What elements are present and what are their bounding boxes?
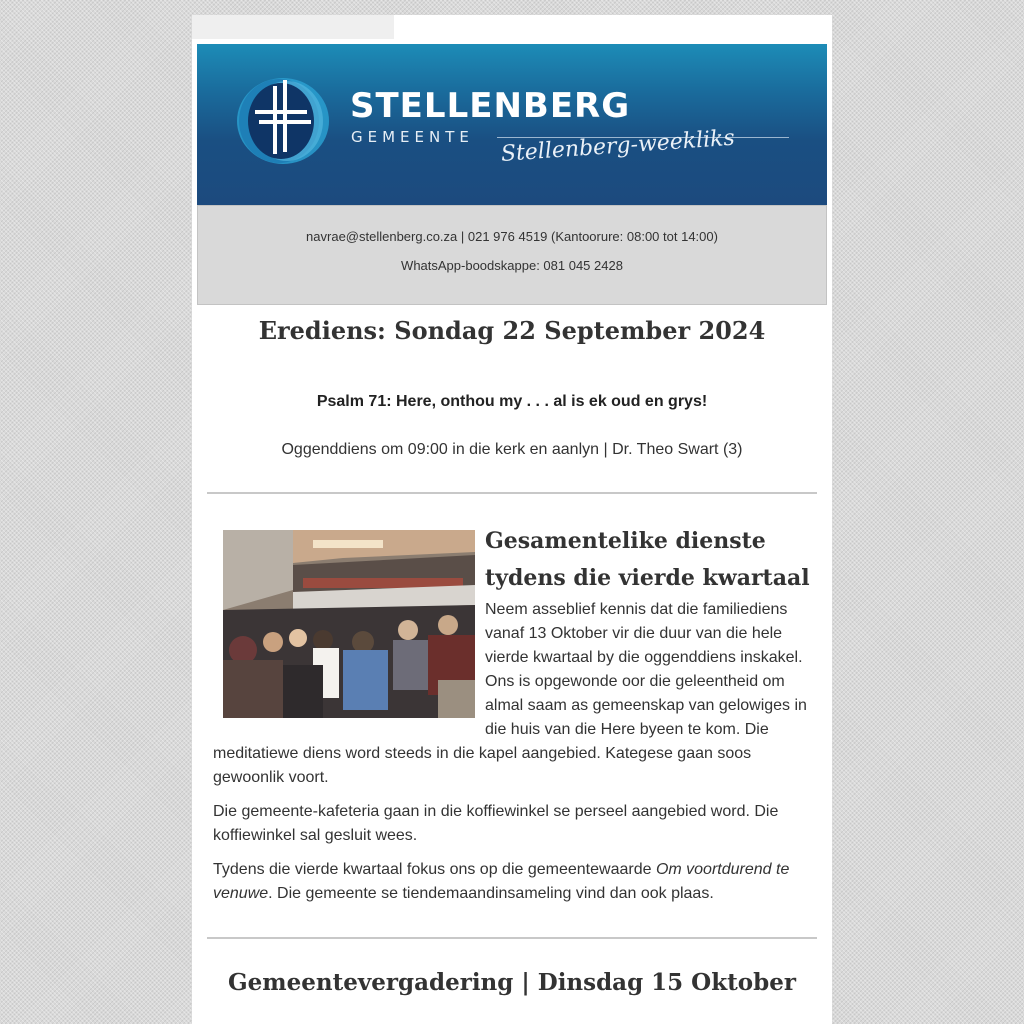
brand-subtitle: GEMEENTE	[351, 128, 474, 146]
service-info: Oggenddiens om 09:00 in die kerk en aanlyn | Dr. Theo Swart (3)	[281, 441, 743, 458]
contact-email-phone: navrae@stellenberg.co.za | 021 976 4519 (Kantoorure: 08:00 tot 14:00)	[306, 229, 718, 244]
top-strip	[192, 15, 394, 39]
article-paragraph-3-end: . Die gemeente se tiendemaandinsameling vind dan ook plaas.	[268, 885, 714, 902]
newsletter-page	[192, 15, 832, 1024]
article-paragraph-3-start: Tydens die vierde kwartaal fokus ons op die gemeentewaarde	[213, 861, 656, 878]
congregation-photo-image	[223, 530, 475, 718]
section-divider	[207, 937, 817, 939]
contact-box	[197, 205, 827, 305]
article-title: Gesamentelike dienste tydens die vierde kwartaal	[485, 528, 810, 591]
article-paragraph-1: Neem asseblief kennis dat die familiediens vanaf 13 Oktober vir die duur van die hele vierde kwartaal by die oggenddiens inskakel. Ons is opgewonde oor die geleentheid om almal saam as gemeenskap van gelowiges in die huis van die Here byeen te kom. Die meditatiewe diens word steeds in die kapel aangebied. Kategese gaan soos gewoonlik voort.	[213, 601, 807, 786]
brand-name: STELLENBERG	[350, 86, 631, 126]
church-cross-logo-icon	[235, 76, 331, 166]
article-joint-services	[213, 523, 813, 916]
congregation-value: Om voortdurend te venuwe	[213, 861, 790, 902]
service-psalm: Psalm 71: Here, onthou my . . . al is ek oud en grys!	[316, 393, 708, 410]
header-banner	[197, 44, 827, 205]
article-paragraph-3	[213, 858, 813, 906]
congregation-photo	[223, 530, 475, 718]
section-divider	[207, 492, 817, 494]
contact-whatsapp: WhatsApp-boodskappe: 081 045 2428	[401, 258, 623, 273]
service-title: Erediens: Sondag 22 September 2024	[258, 316, 766, 345]
meeting-title: Gemeentevergadering | Dinsdag 15 Oktober	[228, 969, 796, 996]
article-paragraph-2: Die gemeente-kafeteria gaan in die koffiewinkel se perseel aangebied word. Die koffiewinkel sal gesluit wees.	[213, 803, 779, 844]
newsletter-title: Stellenberg-weekliks	[500, 125, 736, 167]
